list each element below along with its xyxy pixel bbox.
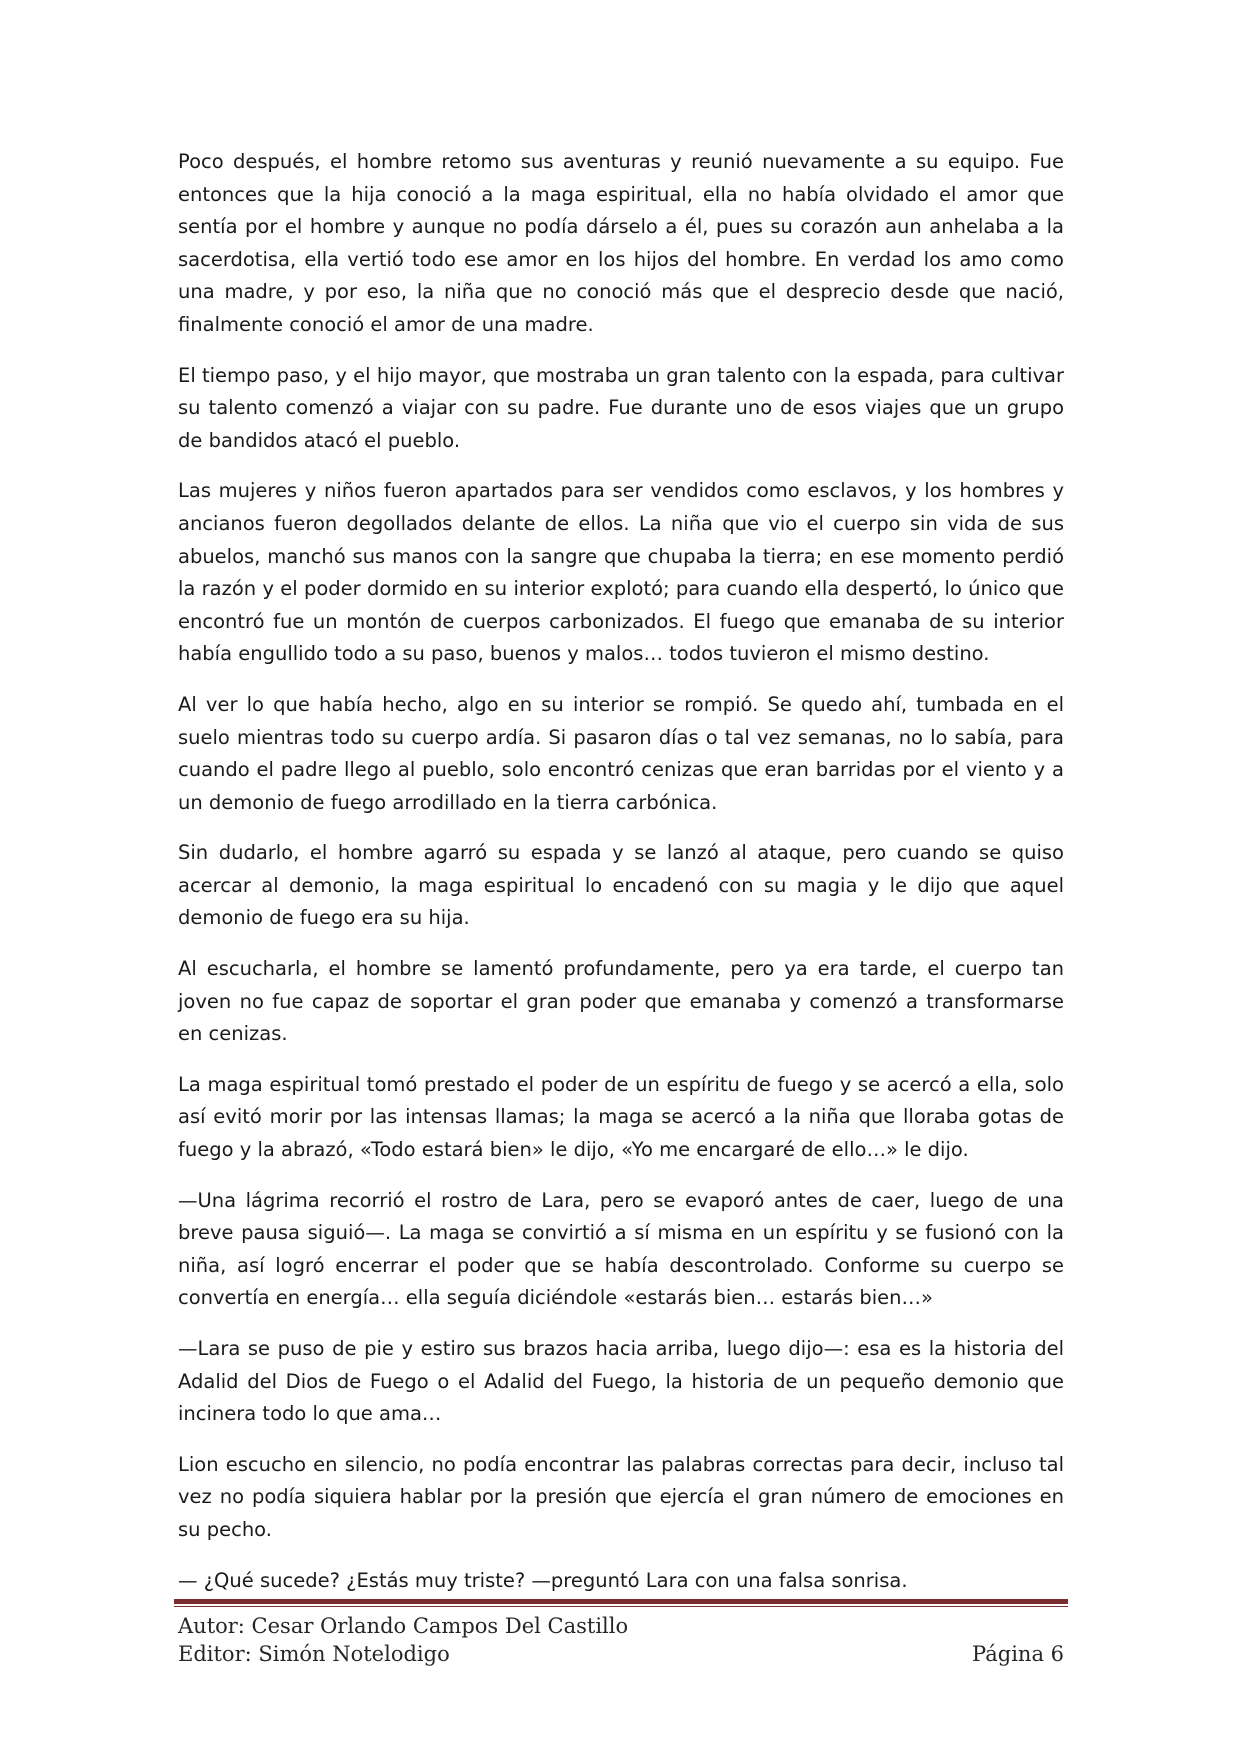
footer-author: Autor: Cesar Orlando Campos Del Castillo — [178, 1614, 629, 1638]
paragraph-1: Poco después, el hombre retomo sus aventuras y reunió nuevamente a su equipo. Fue entonces que la hija conoció a la maga espiritual, ella no había olvidado el amor que sentía por el hombre y aunque no podía dárselo a él, pues su corazón aun anhelaba a la sacerdotisa, ella vertió todo ese amor en los hijos del hombre. En verdad los amo como una madre, y por eso, la niña que no conoció más que el desprecio desde que nació, finalmente conoció el amor de una madre. — [178, 150, 1064, 336]
page-number: Página 6 — [972, 1642, 1064, 1666]
paragraph-10: Lion escucho en silencio, no podía encontrar las palabras correctas para decir, incluso tal vez no podía siquiera hablar por la presión que ejercía el gran número de emociones en su pecho. — [178, 1452, 1064, 1541]
paragraph-11: — ¿Qué sucede? ¿Estás muy triste? —preguntó Lara con una falsa sonrisa. — [178, 1568, 908, 1592]
footer-divider-thin — [174, 1606, 1068, 1607]
footer-row-author — [178, 1612, 1064, 1640]
footer-divider-thick — [174, 1599, 1068, 1604]
footer-editor: Editor: Simón Notelodigo — [178, 1642, 450, 1666]
footer-divider — [174, 1599, 1068, 1607]
page-footer — [178, 1612, 1064, 1668]
paragraph-2: El tiempo paso, y el hijo mayor, que mostraba un gran talento con la espada, para cultivar su talento comenzó a viajar con su padre. Fue durante uno de esos viajes que un grupo de bandidos atacó el pueblo. — [178, 363, 1064, 452]
paragraph-7: La maga espiritual tomó prestado el poder de un espíritu de fuego y se acercó a ella, solo así evitó morir por las intensas llamas; la maga se acercó a la niña que lloraba gotas de fuego y la abrazó, «Todo estará bien» le dijo, «Yo me encargaré de ello…» le dijo. — [178, 1072, 1064, 1162]
paragraph-3: Las mujeres y niños fueron apartados para ser vendidos como esclavos, y los hombres y ancianos fueron degollados delante de ellos. La niña que vio el cuerpo sin vida de sus abuelos, manchó sus manos con la sangre que chupaba la tierra; en ese momento perdió la razón y el poder dormido en su interior explotó; para cuando ella despertó, lo único que encontró fue un montón de cuerpos carbonizados. El fuego que emanaba de su interior había engullido todo a su paso, buenos y malos… todos tuvieron el mismo destino. — [178, 479, 1064, 666]
body-text — [178, 146, 1064, 1615]
paragraph-4: Al ver lo que había hecho, algo en su interior se rompió. Se quedo ahí, tumbada en el suelo mientras todo su cuerpo ardía. Si pasaron días o tal vez semanas, no lo sabía, para cuando el padre llego al pueblo, solo encontró cenizas que eran barridas por el viento y a un demonio de fuego arrodillado en la tierra carbónica. — [178, 692, 1064, 814]
paragraph-6: Al escucharla, el hombre se lamentó profundamente, pero ya era tarde, el cuerpo tan joven no fue capaz de soportar el gran poder que emanaba y comenzó a transformarse en cenizas. — [178, 957, 1064, 1046]
paragraph-8: —Una lágrima recorrió el rostro de Lara, pero se evaporó antes de caer, luego de una breve pausa siguió—. La maga se convirtió a sí misma en un espíritu y se fusionó con la niña, así logró encerrar el poder que se había descontrolado. Conforme su cuerpo se convertía en energía… ella seguía diciéndole «estarás bien… estarás bien…» — [178, 1188, 1064, 1310]
paragraph-9: —Lara se puso de pie y estiro sus brazos hacia arriba, luego dijo—: esa es la historia del Adalid del Dios de Fuego o el Adalid del Fuego, la historia de un pequeño demonio que incinera todo lo que ama… — [178, 1337, 1064, 1426]
paragraph-5: Sin dudarlo, el hombre agarró su espada y se lanzó al ataque, pero cuando se quiso acercar al demonio, la maga espiritual lo encadenó con su magia y le dijo que aquel demonio de fuego era su hija. — [178, 841, 1064, 930]
footer-row-editor — [178, 1640, 1064, 1668]
